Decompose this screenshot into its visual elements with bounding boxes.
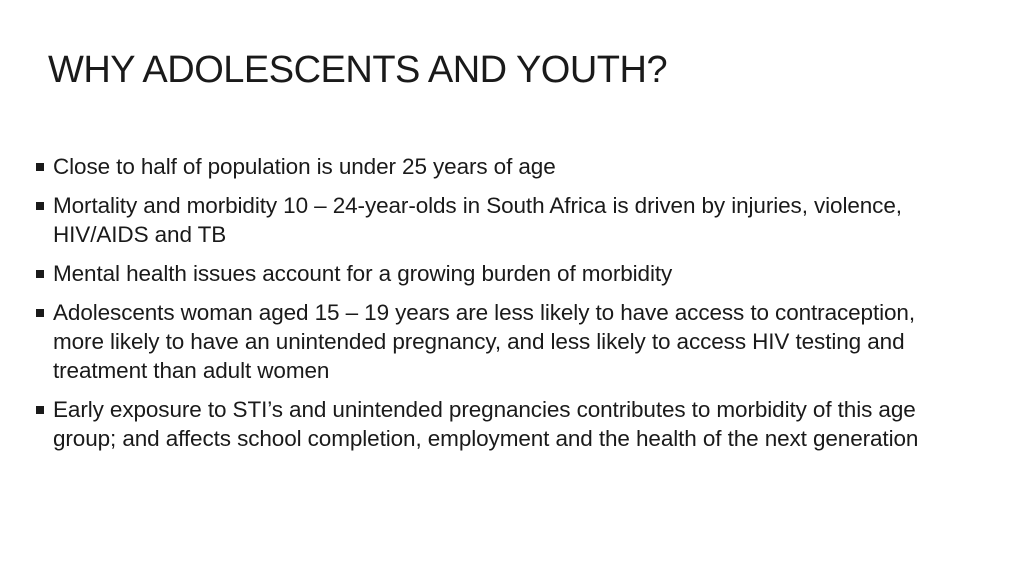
square-bullet-icon	[36, 309, 44, 317]
bullet-text: Mental health issues account for a growing burden of morbidity	[53, 261, 673, 286]
bullet-item	[36, 191, 936, 249]
bullet-text: Early exposure to STI’s and unintended pregnancies contributes to morbidity of this age group; and affects school completion, employment and the health of the next generation	[53, 397, 919, 451]
bullet-item	[36, 152, 936, 181]
bullet-item	[36, 395, 936, 453]
bullet-item	[36, 298, 936, 385]
bullet-text: Adolescents woman aged 15 – 19 years are less likely to have access to contraception, more likely to have an unintended pregnancy, and less likely to access HIV testing and treatment than adult women	[53, 300, 915, 383]
square-bullet-icon	[36, 406, 44, 414]
bullet-item	[36, 259, 936, 288]
slide-title: WHY ADOLESCENTS AND YOUTH?	[48, 49, 668, 91]
bullet-list	[36, 152, 936, 463]
square-bullet-icon	[36, 163, 44, 171]
bullet-text: Mortality and morbidity 10 – 24-year-olds in South Africa is driven by injuries, violence, HIV/AIDS and TB	[53, 193, 902, 247]
bullet-text: Close to half of population is under 25 years of age	[53, 154, 556, 179]
square-bullet-icon	[36, 270, 44, 278]
square-bullet-icon	[36, 202, 44, 210]
